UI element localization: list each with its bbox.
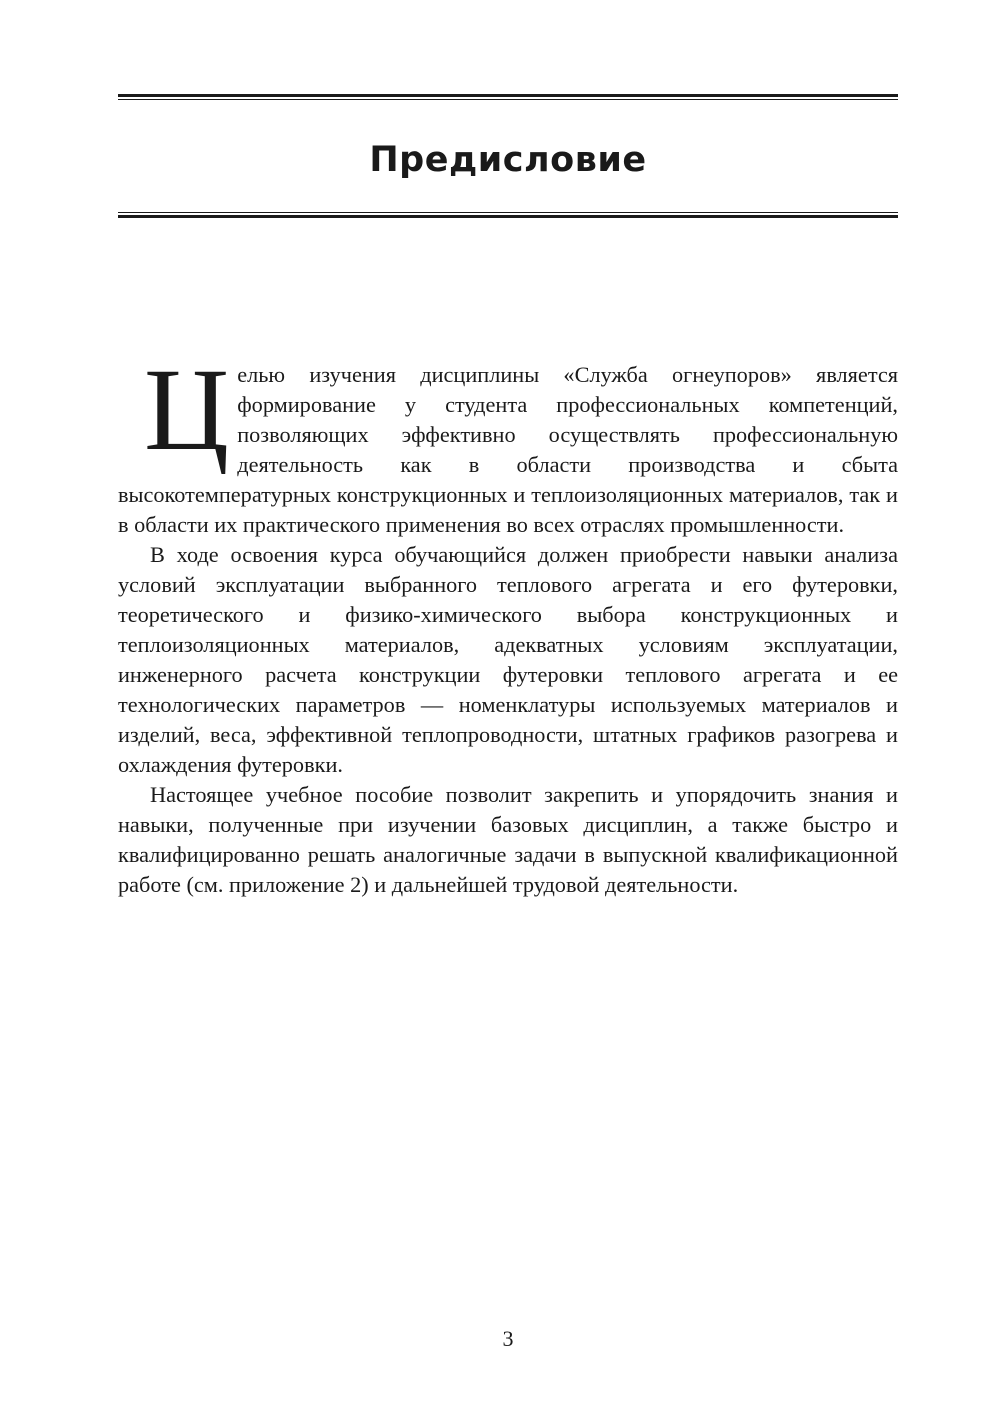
rule-thick-line [118,215,898,218]
page-title: Предисловие [369,140,647,180]
body-text [118,344,898,900]
bottom-double-rule [118,212,898,218]
rule-thin-line [118,99,898,100]
page-number: 3 [502,1326,514,1351]
drop-cap: Ц [144,344,230,475]
paragraph-2: В ходе освоения курса обучающийся должен приобрести навыки анализа условий эксплуатации выбранного теплового агрегата и его футеровки, теоретического и физико-химического выбора конструкционных и теплоизоляционных материалов, адекватных условиям эксплуатации, инженерного расчета конструкции футеровки теплового агрегата и ее технологических параметров — номенклатуры используемых материалов и изделий, веса, эффективной теплопроводности, штатных графиков разогрева и охлаждения футеровки. [118,542,898,777]
paragraph-1 [118,344,898,540]
paragraph-3: Настоящее учебное пособие позволит закрепить и упорядочить знания и навыки, полученные при изучении базовых дисциплин, а также быстро и квалифицированно решать аналогичные задачи в выпускной квалификационной работе (см. приложение 2) и дальнейшей трудовой деятельности. [118,782,898,897]
paragraph-1-text: елью изучения дисциплины «Служба огнеупоров» является формирование у студента профессиональных компетенций, позволяющих эффективно осуществлять профессиональную деятельность как в области производства и сбыта высокотемпературных конструкционных и теплоизоляционных материалов, так и в области их практического применения во всех отраслях промышленности. [118,362,898,537]
top-double-rule [118,94,898,100]
